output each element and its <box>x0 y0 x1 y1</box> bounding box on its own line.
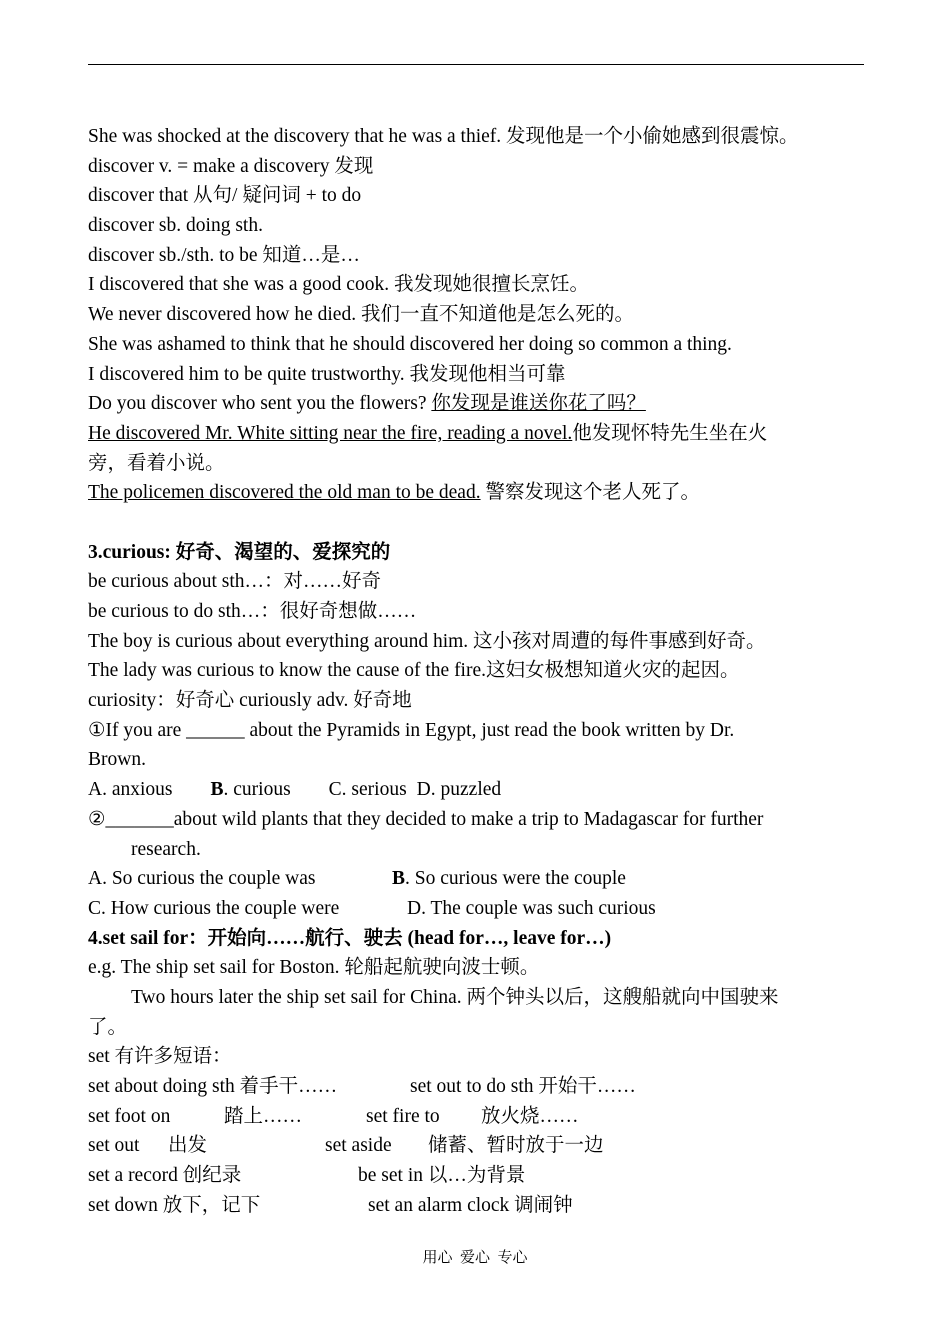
option-a: A. So curious the couple was <box>88 868 316 890</box>
text-line: 了。 <box>88 1016 128 1038</box>
sentence-en-underlined: He discovered Mr. White sitting near the fire, reading a novel. <box>88 422 573 444</box>
phrase: set a record 创纪录 <box>88 1165 242 1187</box>
question-2-options <box>88 864 888 894</box>
option-d: D. puzzled <box>416 779 502 801</box>
text-line: discover sb. doing sth. <box>88 215 263 237</box>
example-sentence <box>88 389 888 419</box>
text-line: discover v. = make a discovery 发现 <box>88 155 374 177</box>
option-a: A. anxious <box>88 779 173 801</box>
example-sentence <box>88 419 888 449</box>
sentence-en-underlined: The policemen discovered the old man to be dead. <box>88 482 481 504</box>
phrase-row <box>88 1161 888 1191</box>
question-1: ①If you are ______ about the Pyramids in Egypt, just read the book written by Dr. <box>88 719 735 741</box>
phrase: set about doing sth 着手干…… <box>88 1076 338 1097</box>
question-2: ②_______about wild plants that they decided to make a trip to Madagascar for further <box>88 808 764 830</box>
example-sentence: I discovered that she was a good cook. 我发现她很擅长烹饪。 <box>88 274 589 296</box>
question-2-options <box>88 894 888 924</box>
text-line: discover sb./sth. to be 知道…是… <box>88 244 360 266</box>
phrase: set fire to <box>366 1105 440 1127</box>
phrase-row <box>88 1072 888 1102</box>
page-body <box>88 122 888 1220</box>
phrase-meaning: 出发 <box>168 1135 208 1157</box>
text-line: be curious to do sth…：很好奇想做…… <box>88 601 417 622</box>
example-sentence: We never discovered how he died. 我们一直不知道他是怎么死的。 <box>88 304 634 326</box>
sentence-cn-underlined: 你发现是谁送你花了吗？ <box>431 393 646 415</box>
example-sentence: She was ashamed to think that he should discovered her doing so common a thing. <box>88 333 732 355</box>
text-line: 旁，看着小说。 <box>88 452 225 474</box>
question-1-options <box>88 775 888 805</box>
text-line: She was shocked at the discovery that he was a thief. 发现他是一个小偷她感到很震惊。 <box>88 126 799 147</box>
sentence-cn: 警察发现这个老人死了。 <box>480 482 700 504</box>
phrase-meaning: 踏上…… <box>224 1105 303 1127</box>
text-line: discover that 从句/ 疑问词 + to do <box>88 185 362 207</box>
option-b-letter: B <box>210 779 224 801</box>
phrase-row <box>88 1191 888 1221</box>
question-2-cont: research. <box>131 838 201 860</box>
text-line: curiosity：好奇心 curiously adv. 好奇地 <box>88 690 412 712</box>
phrase: set aside <box>325 1135 392 1157</box>
example-sentence: The lady was curious to know the cause of the fire.这妇女极想知道火灾的起因。 <box>88 660 740 682</box>
header-rule <box>88 64 864 65</box>
option-b: . curious <box>223 779 291 801</box>
option-b-letter: B <box>392 868 406 890</box>
question-1-cont: Brown. <box>88 749 146 771</box>
phrase: set an alarm clock 调闹钟 <box>368 1194 573 1216</box>
phrase: set foot on <box>88 1105 171 1127</box>
example-sentence: Two hours later the ship set sail for China. 两个钟头以后，这艘船就向中国驶来 <box>131 986 779 1008</box>
example-sentence: e.g. The ship set sail for Boston. 轮船起航驶向波士顿。 <box>88 957 540 979</box>
phrase: set out <box>88 1135 140 1157</box>
option-c: C. serious <box>328 779 407 801</box>
phrase: be set in 以…为背景 <box>358 1165 526 1187</box>
option-b: . So curious were the couple <box>405 868 626 890</box>
text-line: be curious about sth…：对……好奇 <box>88 571 382 593</box>
page-footer: 用心 爱心 专心 <box>422 1250 528 1266</box>
section-heading: 3.curious: 好奇、渴望的、爱探究的 <box>88 541 391 563</box>
phrase: set out to do sth 开始干…… <box>410 1076 636 1097</box>
section-heading: 4.set sail for：开始向……航行、驶去 (head for…, leave for…) <box>88 927 612 949</box>
phrase: set down 放下，记下 <box>88 1194 261 1216</box>
phrase-row <box>88 1102 888 1132</box>
phrase-row <box>88 1131 888 1161</box>
example-sentence: I discovered him to be quite trustworthy. 我发现他相当可靠 <box>88 363 566 385</box>
text-line: set 有许多短语： <box>88 1046 232 1068</box>
phrase-meaning: 放火烧…… <box>481 1105 579 1127</box>
spacer <box>88 508 888 538</box>
option-d: D. The couple was such curious <box>407 897 656 919</box>
option-c: C. How curious the couple were <box>88 897 340 919</box>
phrase-meaning: 储蓄、暂时放于一边 <box>428 1135 604 1157</box>
example-sentence: The boy is curious about everything around him. 这小孩对周遭的每件事感到好奇。 <box>88 630 766 652</box>
sentence-en: Do you discover who sent you the flowers? <box>88 393 432 415</box>
sentence-cn: 他发现怀特先生坐在火 <box>572 422 768 444</box>
example-sentence <box>88 478 888 508</box>
